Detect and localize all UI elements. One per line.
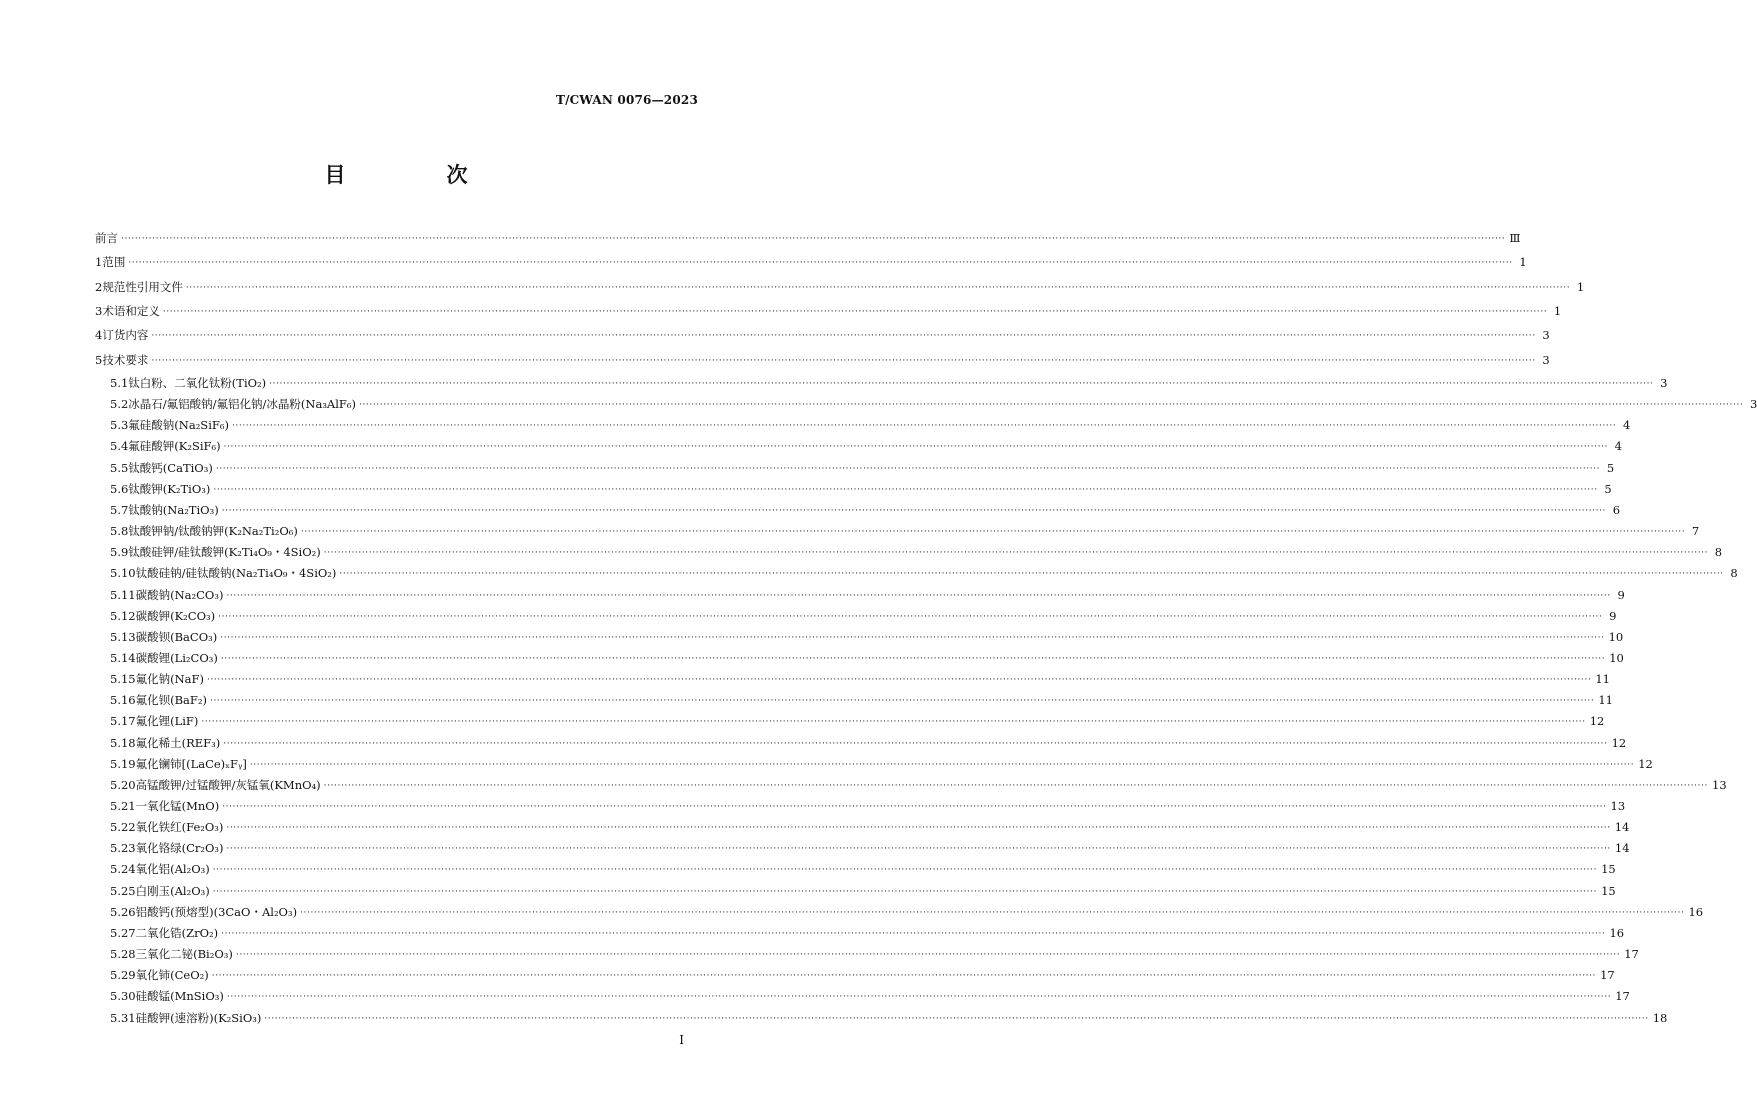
toc-entry[interactable] bbox=[110, 799, 1626, 813]
toc-entry[interactable] bbox=[95, 231, 1521, 245]
toc-entry-number: 5.24 bbox=[110, 862, 136, 877]
toc-entry-page: 12 bbox=[1638, 756, 1653, 771]
toc-entry-title: 钛酸钾钠/钛酸钠钾(K₂Na₂Ti₂O₆) bbox=[128, 524, 298, 539]
toc-entry-page: 12 bbox=[1611, 735, 1627, 750]
toc-leader-dots: ················································································································································································································································································································································································································ bbox=[211, 971, 1597, 982]
toc-entry-page: 18 bbox=[1652, 1010, 1668, 1025]
toc-entry-number: 5.2 bbox=[110, 397, 129, 412]
toc-leader-dots: ················································································································································································································································································································································································································ bbox=[269, 379, 1654, 389]
toc-entry-title: 氟硅酸钾(K₂SiF₆) bbox=[128, 439, 221, 454]
toc-entry-title: 三氧化二铋(Bi₂O₃) bbox=[135, 947, 233, 962]
toc-leader-dots: ················································································································································································································································································································································································································ bbox=[339, 569, 1724, 580]
toc-entry-page: 3 bbox=[1542, 353, 1550, 367]
toc-leader-dots: ················································································································································································································································································································································································································ bbox=[151, 356, 1536, 366]
toc-leader-dots: ················································································································································································································································································································································································································ bbox=[231, 421, 1617, 432]
toc-entry[interactable] bbox=[110, 714, 1605, 729]
toc-entry-number: 5.31 bbox=[110, 1010, 136, 1025]
toc-entry-page: 14 bbox=[1614, 841, 1630, 856]
toc-leader-dots: ················································································································································································································································································································································································································ bbox=[223, 442, 1608, 453]
toc-entry[interactable] bbox=[110, 883, 1616, 898]
toc-entry[interactable] bbox=[110, 756, 1653, 771]
toc-entry-number: 5.22 bbox=[110, 820, 136, 835]
toc-entry-title: 铝酸钙(预熔型)(3CaO・Al₂O₃) bbox=[135, 904, 298, 919]
toc-entry-number: 4 bbox=[95, 328, 103, 342]
toc-entry-page: 13 bbox=[1610, 799, 1626, 813]
toc-entry[interactable] bbox=[110, 989, 1630, 1004]
toc-entry-page: 11 bbox=[1598, 693, 1613, 708]
toc-entry-number: 1 bbox=[95, 255, 103, 269]
toc-entry-title: 规范性引用文件 bbox=[102, 280, 183, 294]
toc-entry-title: 氧化铈(CeO₂) bbox=[135, 968, 209, 983]
toc-entry-number: 5.1 bbox=[110, 376, 129, 390]
toc-leader-dots: ················································································································································································································································································································································································································ bbox=[220, 653, 1606, 664]
toc-entry[interactable] bbox=[110, 735, 1627, 750]
toc-entry[interactable] bbox=[110, 1010, 1668, 1025]
toc-entry[interactable] bbox=[110, 545, 1723, 560]
toc-entry-page: 9 bbox=[1617, 587, 1625, 602]
toc-entry-number: 5.10 bbox=[110, 566, 136, 581]
toc-entry-number: 5.11 bbox=[110, 587, 136, 602]
toc-entry-number: 5.5 bbox=[110, 460, 129, 475]
toc-entry[interactable] bbox=[110, 502, 1621, 517]
toc-entry[interactable] bbox=[110, 947, 1639, 962]
toc-entry-title: 氧化铁红(Fe₂O₃) bbox=[135, 820, 224, 835]
toc-leader-dots: ················································································································································································································································································································································································································ bbox=[221, 505, 1607, 516]
toc-leader-dots: ················································································································································································································································································································································································································ bbox=[220, 632, 1605, 643]
toc-leader-dots: ················································································································································································································································································································································································································ bbox=[209, 696, 1595, 707]
toc-entry[interactable] bbox=[110, 693, 1613, 708]
toc-entry-page: 9 bbox=[1609, 608, 1617, 623]
toc-leader-dots: ················································································································································································································································································································································································································ bbox=[221, 928, 1606, 939]
toc-leader-dots: ················································································································································································································································································································································································································ bbox=[201, 717, 1586, 728]
toc-entry-page: 5 bbox=[1606, 460, 1615, 475]
toc-entry-title: 氟化镧铈[(LaCe)ₓFᵧ] bbox=[135, 756, 247, 771]
toc-entry[interactable] bbox=[110, 672, 1610, 687]
toc-entry[interactable] bbox=[110, 862, 1616, 877]
page-number: I bbox=[679, 1033, 684, 1047]
toc-entry-title: 钛酸硅钠/硅钛酸钠(Na₂Ti₄O₉・4SiO₂) bbox=[135, 566, 337, 581]
toc-leader-dots: ················································································································································································································································································································································································································ bbox=[264, 1013, 1649, 1024]
toc-leader-dots: ················································································································································································································································································································································································································ bbox=[359, 400, 1744, 411]
toc-entry-title: 术语和定义 bbox=[102, 304, 160, 318]
toc-entry-title: 前言 bbox=[95, 231, 118, 245]
toc-entry[interactable] bbox=[95, 304, 1562, 318]
toc-entry-title: 钛酸钠(Na₂TiO₃) bbox=[128, 502, 219, 517]
toc-entry-number: 5.3 bbox=[110, 418, 129, 433]
toc-leader-dots: ················································································································································································································································································································································································································ bbox=[218, 611, 1603, 622]
toc-entry-page: 1 bbox=[1519, 255, 1527, 269]
toc-entry[interactable] bbox=[110, 841, 1630, 856]
toc-entry-page: 16 bbox=[1609, 925, 1625, 940]
toc-entry-title: 氟硅酸钠(Na₂SiF₆) bbox=[128, 418, 229, 433]
toc-entry-page: 14 bbox=[1614, 820, 1630, 835]
toc-entry-page: 7 bbox=[1691, 524, 1700, 539]
toc-entry-page: 10 bbox=[1608, 629, 1624, 644]
toc-entry-title: 白刚玉(Al₂O₃) bbox=[135, 883, 210, 898]
toc-title: 目 次 bbox=[324, 163, 508, 187]
toc-entry-page: 13 bbox=[1712, 777, 1727, 792]
toc-entry-number: 5 bbox=[95, 353, 103, 367]
toc-leader-dots: ················································································································································································································································································································································································································ bbox=[323, 780, 1708, 791]
toc-entry[interactable] bbox=[110, 650, 1624, 665]
toc-entry-title: 硅酸锰(MnSiO₃) bbox=[135, 989, 224, 1004]
toc-entry-page: 12 bbox=[1589, 714, 1605, 729]
toc-entry-number: 5.4 bbox=[110, 439, 129, 454]
toc-entry-number: 5.18 bbox=[110, 735, 136, 750]
toc-entry-title: 碳酸钠(Na₂CO₃) bbox=[135, 587, 224, 602]
toc-leader-dots: ················································································································································································································································································································································································································ bbox=[212, 886, 1598, 897]
toc-leader-dots: ················································································································································································································································································································································································································ bbox=[206, 675, 1592, 686]
toc-entry-page: 6 bbox=[1612, 502, 1621, 517]
toc-entry-page: 4 bbox=[1614, 439, 1622, 454]
toc-entry-number: 5.30 bbox=[110, 989, 136, 1004]
toc-entry-number: 2 bbox=[95, 280, 103, 294]
toc-entry[interactable] bbox=[110, 481, 1612, 496]
toc-entry-title: 碳酸锂(Li₂CO₃) bbox=[135, 650, 218, 665]
toc-entry-page: 8 bbox=[1714, 545, 1723, 560]
toc-leader-dots: ················································································································································································································································································································································································································ bbox=[323, 548, 1709, 559]
toc-entry[interactable] bbox=[95, 328, 1550, 342]
toc-entry[interactable] bbox=[110, 439, 1622, 454]
toc-entry-title: 技术要求 bbox=[102, 353, 149, 367]
document-code: T/CWAN 0076—2023 bbox=[555, 93, 698, 107]
toc-entry-number: 5.15 bbox=[110, 672, 136, 687]
toc-entry-number: 5.6 bbox=[110, 481, 129, 496]
toc-entry-title: 碳酸钡(BaCO₃) bbox=[135, 629, 218, 644]
toc-entry-title: 氧化铝(Al₂O₃) bbox=[135, 862, 210, 877]
toc-entry-page: 5 bbox=[1604, 481, 1612, 496]
toc-entry[interactable] bbox=[110, 376, 1668, 390]
toc-entry-title: 硅酸钾(速溶粉)(K₂SiO₃) bbox=[135, 1010, 262, 1025]
toc-entry-number: 5.9 bbox=[110, 545, 129, 560]
toc-entry-page: 17 bbox=[1615, 989, 1630, 1004]
toc-entry[interactable] bbox=[110, 566, 1738, 581]
toc-entry-number: 5.16 bbox=[110, 693, 136, 708]
toc-entry-title: 钛酸钾(K₂TiO₃) bbox=[128, 481, 211, 496]
toc-entry[interactable] bbox=[110, 418, 1631, 433]
toc-entry[interactable] bbox=[110, 777, 1727, 792]
toc-entry-number: 5.12 bbox=[110, 608, 136, 623]
toc-entry-number: 5.26 bbox=[110, 904, 136, 919]
toc-entry-page: 4 bbox=[1622, 418, 1631, 433]
toc-leader-dots: ················································································································································································································································································································································································································ bbox=[162, 307, 1548, 317]
toc-entry-title: 氟化锂(LiF) bbox=[135, 714, 199, 729]
toc-entry[interactable] bbox=[110, 608, 1617, 623]
toc-leader-dots: ················································································································································································································································································································································································································ bbox=[185, 283, 1571, 293]
toc-leader-dots: ················································································································································································································································································································································································································ bbox=[222, 802, 1607, 812]
toc-entry-number: 5.19 bbox=[110, 756, 136, 771]
toc-entry-title: 二氧化锆(ZrO₂) bbox=[135, 925, 219, 940]
toc-entry-page: Ⅲ bbox=[1509, 231, 1521, 245]
toc-leader-dots: ················································································································································································································································································································································································································ bbox=[249, 759, 1635, 770]
toc-entry-number: 5.28 bbox=[110, 947, 136, 962]
toc-entry[interactable] bbox=[95, 353, 1550, 367]
toc-leader-dots: ················································································································································································································································································································································································································ bbox=[128, 258, 1513, 268]
toc-entry-page: 3 bbox=[1750, 397, 1757, 412]
toc-entry-title: 范围 bbox=[102, 255, 126, 269]
toc-entry-page: 8 bbox=[1730, 566, 1738, 581]
toc-entry-title: 钛酸钙(CaTiO₃) bbox=[128, 460, 213, 475]
toc-leader-dots: ················································································································································································································································································································································································································ bbox=[215, 463, 1601, 474]
toc-entry-page: 1 bbox=[1576, 280, 1585, 294]
toc-entry-page: 3 bbox=[1660, 376, 1668, 390]
toc-leader-dots: ················································································································································································································································································································································································································ bbox=[213, 484, 1598, 495]
toc-entry-title: 氟化稀土(REF₃) bbox=[135, 735, 221, 750]
toc-entry-title: 钛酸硅钾/硅钛酸钾(K₂Ti₄O₉・4SiO₂) bbox=[128, 545, 321, 560]
toc-entry-title: 氧化铬绿(Cr₂O₃) bbox=[135, 841, 224, 856]
toc-entry[interactable] bbox=[110, 397, 1757, 412]
toc-entry-number: 5.23 bbox=[110, 841, 136, 856]
toc-entry-title: 氟化钠(NaF) bbox=[135, 672, 204, 687]
toc-entry-number: 5.17 bbox=[110, 714, 136, 729]
toc-entry-page: 11 bbox=[1595, 672, 1610, 687]
toc-entry-page: 16 bbox=[1688, 904, 1704, 919]
toc-entry[interactable] bbox=[110, 629, 1624, 644]
toc-leader-dots: ················································································································································································································································································································································································································ bbox=[300, 527, 1686, 538]
toc-entry-title: 订货内容 bbox=[102, 328, 149, 342]
toc-leader-dots: ················································································································································································································································································································································································································ bbox=[226, 992, 1612, 1003]
toc-entry[interactable] bbox=[95, 255, 1527, 269]
toc-entry-title: 氟化钡(BaF₂) bbox=[135, 693, 207, 708]
toc-entry-number: 5.27 bbox=[110, 925, 136, 940]
toc-entry-title: 碳酸钾(K₂CO₃) bbox=[135, 608, 216, 623]
toc-entry-title: 冰晶石/氟铝酸钠/氟铝化钠/冰晶粉(Na₃AlF₆) bbox=[128, 397, 356, 412]
toc-entry[interactable] bbox=[95, 280, 1585, 294]
toc-entry[interactable] bbox=[110, 460, 1615, 475]
toc-entry-title: 高锰酸钾/过锰酸钾/灰锰氧(KMnO₄) bbox=[135, 777, 321, 792]
toc-entry[interactable] bbox=[110, 820, 1630, 835]
toc-entry-page: 17 bbox=[1624, 947, 1639, 962]
toc-entry[interactable] bbox=[110, 587, 1625, 602]
toc-entry-number: 5.13 bbox=[110, 629, 136, 644]
toc-entry-number: 5.29 bbox=[110, 968, 136, 983]
toc-entry-title: 一氧化锰(MnO) bbox=[135, 799, 220, 813]
toc-entry[interactable] bbox=[110, 925, 1625, 940]
toc-entry[interactable] bbox=[110, 968, 1615, 983]
toc-leader-dots: ················································································································································································································································································································································································································ bbox=[226, 844, 1611, 855]
toc-leader-dots: ················································································································································································································································································································································································································ bbox=[223, 738, 1608, 749]
toc-entry-number: 5.25 bbox=[110, 883, 136, 898]
toc-entry-page: 10 bbox=[1609, 650, 1624, 665]
toc-entry-title: 钛白粉、二氧化钛粉(TiO₂) bbox=[128, 376, 267, 390]
toc-entry-number: 5.14 bbox=[110, 650, 136, 665]
toc-entry-number: 3 bbox=[95, 304, 103, 318]
toc-entry-page: 1 bbox=[1553, 304, 1562, 318]
toc-leader-dots: ················································································································································································································································································································································································································ bbox=[300, 907, 1685, 918]
toc-entry-number: 5.21 bbox=[110, 799, 136, 813]
toc-leader-dots: ················································································································································································································································································································································································································ bbox=[226, 823, 1611, 834]
toc-entry-page: 17 bbox=[1600, 968, 1615, 983]
toc-entry-number: 5.20 bbox=[110, 777, 136, 792]
toc-leader-dots: ················································································································································································································································································································································································································ bbox=[121, 234, 1506, 244]
toc-entry-page: 3 bbox=[1542, 328, 1550, 342]
toc-entry-page: 15 bbox=[1601, 862, 1616, 877]
toc-entry-number: 5.8 bbox=[110, 524, 129, 539]
toc-entry[interactable] bbox=[110, 524, 1700, 539]
toc-entry-number: 5.7 bbox=[110, 502, 129, 517]
toc-leader-dots: ················································································································································································································································································································································································································ bbox=[226, 590, 1611, 601]
toc-leader-dots: ················································································································································································································································································································································································································ bbox=[151, 331, 1536, 341]
toc-leader-dots: ················································································································································································································································································································································································································ bbox=[235, 950, 1621, 961]
toc-leader-dots: ················································································································································································································································································································································································································ bbox=[212, 865, 1598, 876]
toc-entry-page: 15 bbox=[1601, 883, 1616, 898]
toc-entry[interactable] bbox=[110, 904, 1704, 919]
